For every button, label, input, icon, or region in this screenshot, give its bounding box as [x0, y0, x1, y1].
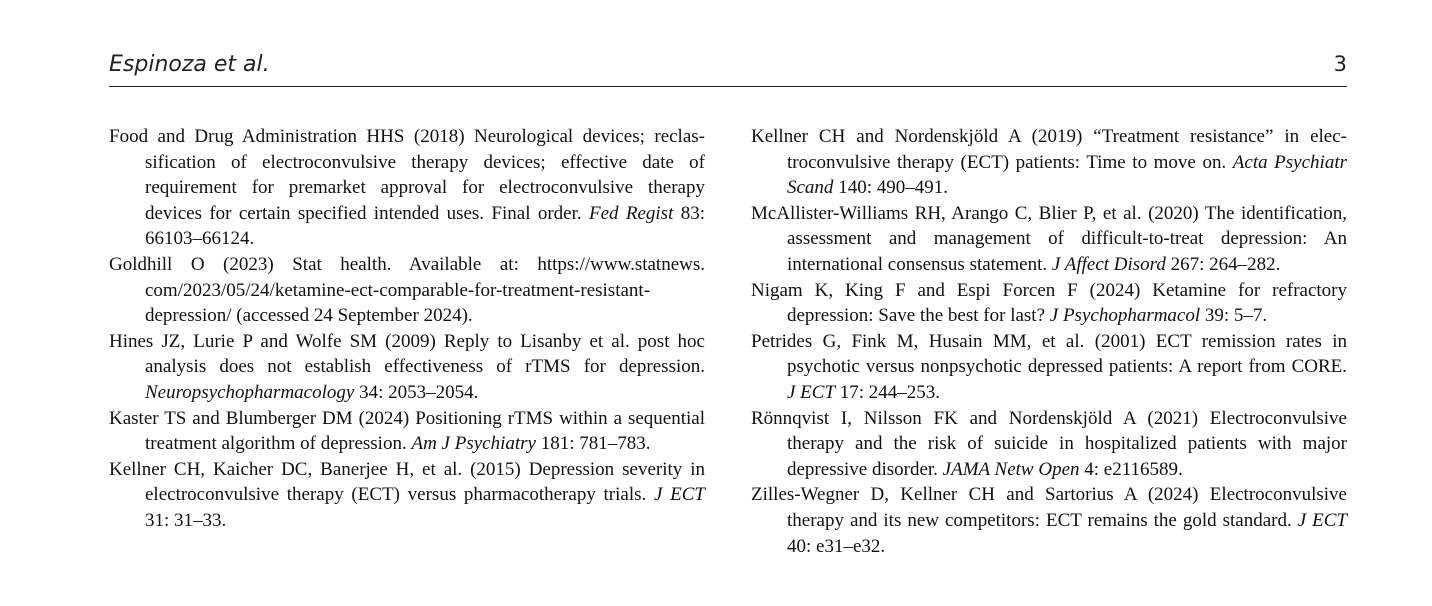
- reference-volume-pages: 83: 66103–66124.: [145, 202, 705, 250]
- reference-text: McAllister-Williams RH, Arango C, Blier P, et al. (2020) The identification, assessment and management of difficult-to-treat depression: An international consensus statement.: [751, 202, 1347, 275]
- journal-name: J Psychopharmacol: [1049, 305, 1201, 327]
- reference-text: Kellner CH and Nordenskjöld A (2019) “Treatment resistance” in electroconvulsive therapy (ECT) patients: Time to move on.: [751, 126, 1347, 173]
- reference-volume-pages: 31: 31–33.: [145, 509, 227, 531]
- reference-volume-pages: 39: 5–7.: [1200, 305, 1268, 327]
- reference-volume-pages: 267: 264–282.: [1165, 253, 1281, 275]
- journal-name: Am J Psychiatry: [411, 433, 536, 455]
- reference-volume-pages: 4: e2116589.: [1079, 458, 1183, 480]
- reference-text: Nigam K, King F and Espi Forcen F (2024) Ketamine for refractory depression: Save the best for last?: [751, 279, 1347, 327]
- journal-name: J ECT: [787, 381, 836, 403]
- reference-volume-pages: 140: 490–491.: [833, 177, 948, 199]
- reference-text: Food and Drug Administration HHS (2018) Neurological devices; reclassification of electroconvulsive therapy devices; effective date of requirement for premarket approval for electroconvulsive therapy devices for certain specified intended uses. Final order.: [109, 126, 705, 224]
- reference-entry: [109, 406, 705, 457]
- journal-name: JAMA Netw Open: [942, 458, 1080, 480]
- reference-entry: [751, 278, 1347, 329]
- page-number: 3: [1333, 52, 1347, 76]
- reference-volume-pages: 17: 244–253.: [835, 381, 941, 403]
- reference-entry: [751, 482, 1347, 559]
- reference-text: Goldhill O (2023) Stat health. Available at: https://www.statnews.​com/2023/05/24/ketamine-ect-comparable-for-treatment-resistant-​depression/ (accessed 24 September 2024).: [109, 253, 705, 327]
- reference-volume-pages: 181: 781–783.: [535, 433, 651, 455]
- reference-entry: [109, 124, 705, 252]
- journal-name: J ECT: [654, 484, 705, 506]
- journal-name: Acta Psychiatr Scand: [787, 151, 1347, 199]
- references-right-column: [751, 124, 1347, 559]
- reference-text: Rönnqvist I, Nilsson FK and Nordenskjöld A (2021) Electroconvulsive therapy and the risk of suicide in hospitalized patients with major depressive disorder.: [751, 407, 1347, 480]
- running-head: Espinoza et al.: [109, 52, 270, 77]
- reference-text: Petrides G, Fink M, Husain MM, et al. (2001) ECT remission rates in psychotic versus nonpsychotic depressed patients: A report from CORE.: [751, 330, 1347, 378]
- journal-name: J Affect Disord: [1051, 253, 1166, 275]
- journal-name: Neuropsychopharmacology: [145, 381, 355, 403]
- reference-text: Zilles-Wegner D, Kellner CH and Sartorius A (2024) Electroconvulsive therapy and its new competitors: ECT remains the gold standard.: [751, 484, 1347, 531]
- reference-text: Kellner CH, Kaicher DC, Banerjee H, et al. (2015) Depression severity in electroconvulsive therapy (ECT) versus pharmacotherapy trials.: [109, 458, 705, 506]
- reference-text: Kaster TS and Blumberger DM (2024) Positioning rTMS within a sequential treatment algorithm of depression.: [109, 407, 705, 455]
- reference-volume-pages: 34: 2053–2054.: [354, 381, 479, 403]
- reference-entry: [109, 329, 705, 406]
- journal-name: J ECT: [1297, 509, 1347, 531]
- journal-name: Fed Regist: [588, 202, 674, 224]
- reference-entry: [751, 201, 1347, 278]
- reference-text: Hines JZ, Lurie P and Wolfe SM (2009) Reply to Lisanby et al. post hoc analysis does not establish effectiveness of rTMS for depression.: [109, 330, 705, 378]
- reference-entry: [751, 329, 1347, 406]
- references-left-column: [109, 124, 705, 534]
- page-header: [109, 50, 1347, 87]
- reference-entry: [751, 406, 1347, 483]
- reference-entry: [109, 252, 705, 329]
- reference-entry: [751, 124, 1347, 201]
- reference-volume-pages: 40: e31–e32.: [787, 535, 886, 557]
- reference-entry: [109, 457, 705, 534]
